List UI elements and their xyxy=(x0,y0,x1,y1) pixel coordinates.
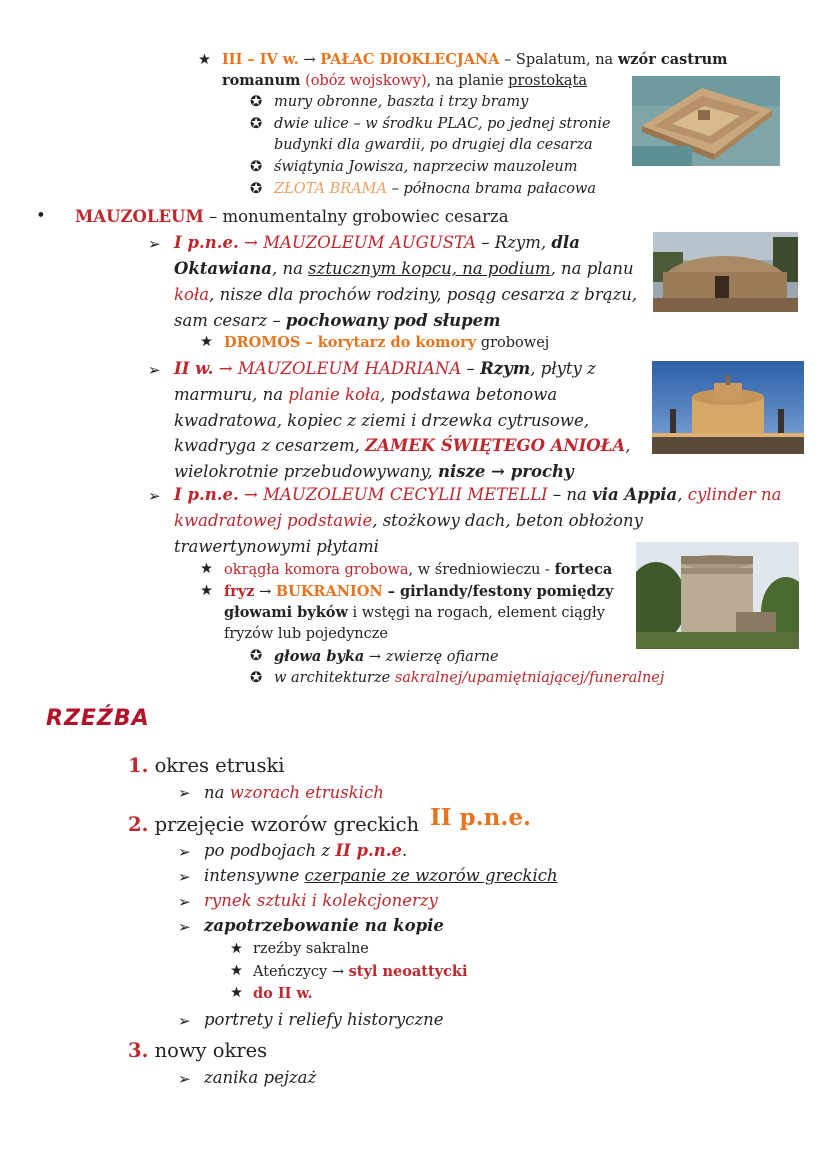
greek-1-dot: . xyxy=(402,841,408,860)
new-period-line: zanika pejzaż xyxy=(204,1068,317,1087)
bull-heads: głowami byków xyxy=(224,604,348,621)
greek-2-underline: czerpanie ze wzorów greckich xyxy=(304,866,558,885)
palace-desc: – Spalatum, na xyxy=(499,52,618,68)
augustus-image xyxy=(653,232,798,312)
arrow-bullet-icon: ➢ xyxy=(148,235,161,253)
palace-sub-3: świątynia Jowisza, naprzeciw mauzoleum xyxy=(274,159,578,175)
metella-line-3: trawertynowymi płytami xyxy=(174,537,379,556)
hadrian-niches: nisze → prochy xyxy=(437,462,574,481)
mausoleum-title: MAUZOLEUM xyxy=(75,207,204,226)
augustus-text-b: , na planu xyxy=(550,259,634,278)
arrow-bullet-icon: ➢ xyxy=(148,487,161,505)
architecture-types: sakralnej/upamiętniającej/funeralnej xyxy=(394,670,665,686)
star-bullet-icon: ★ xyxy=(200,561,213,577)
mausoleum-augustus-photo xyxy=(653,232,798,312)
arrow-bullet-icon: ➢ xyxy=(178,868,191,886)
copies-sub-3: do II w. xyxy=(253,985,313,1002)
palace-plan-text: , na planie xyxy=(426,73,509,89)
metella-line-2 xyxy=(174,511,643,530)
hadrian-text-a: marmuru, na xyxy=(174,385,289,404)
augustus-bold: dla xyxy=(551,233,580,252)
hadrian-text-e: wielokrotnie przebudowywany, xyxy=(174,462,438,481)
hadrian-image xyxy=(652,361,804,454)
star-bullet-icon: ★ xyxy=(200,334,213,350)
dromos-rest: grobowej xyxy=(476,335,550,351)
etruscan-line xyxy=(204,783,384,802)
metella-cylinder: cylinder na xyxy=(687,485,782,504)
palace-plan-underline: prostokąta xyxy=(508,73,587,89)
palace-sub-2: dwie ulice – w środku PLAC, po jednej stronie xyxy=(274,116,611,132)
arrow-bullet-icon: ➢ xyxy=(178,918,191,936)
augustus-name: MAUZOLEUM AUGUSTA xyxy=(263,233,477,252)
arrow-bullet-icon: ➢ xyxy=(178,1012,191,1030)
period-3-number: 3. xyxy=(128,1039,149,1062)
gold-gate-desc: – północna brama pałacowa xyxy=(386,181,596,197)
mausoleum-heading xyxy=(75,207,509,226)
copies-sub-2 xyxy=(253,963,468,980)
metella-sub-2 xyxy=(224,583,613,600)
metella-era: I p.n.e. xyxy=(174,485,239,504)
arrow-bullet-icon: ➢ xyxy=(148,361,161,379)
palace-era: III – IV w. xyxy=(222,51,299,68)
metella-text-b: , xyxy=(677,485,688,504)
hadrian-text-c: kwadryga z cesarzem, xyxy=(174,436,366,455)
castel-santangelo-photo xyxy=(652,361,804,454)
star-outline-icon: ✪ xyxy=(250,116,263,132)
metella-line-1 xyxy=(174,485,781,504)
bull-head-line xyxy=(274,648,499,665)
metella-sub1-mid: , w średniowieczu - xyxy=(408,562,555,578)
palace-line-2 xyxy=(222,72,587,89)
augustus-buried: pochowany pod słupem xyxy=(285,311,501,330)
star-bullet-icon: ★ xyxy=(198,52,211,68)
metella-text-a: – na xyxy=(547,485,593,504)
hadrian-rome: Rzym xyxy=(480,359,531,378)
bullet-icon: • xyxy=(36,206,46,225)
period-3-title: nowy okres xyxy=(154,1039,268,1062)
bucranion-desc: – girlandy/festony pomiędzy xyxy=(382,583,614,600)
palace-sub-2b: budynki dla gwardii, po drugiej dla cesarza xyxy=(274,137,593,153)
augustus-era: I p.n.e. xyxy=(174,233,239,252)
period-1-number: 1. xyxy=(128,754,149,777)
metella-via-appia: via Appia xyxy=(592,485,678,504)
arrow-bullet-icon: ➢ xyxy=(178,843,191,861)
greek-line-2 xyxy=(204,866,558,885)
star-outline-icon: ✪ xyxy=(250,94,263,110)
arrow-icon: → xyxy=(218,359,233,378)
metella-sub-2c: fryzów lub pojedyncze xyxy=(224,626,388,642)
augustus-line-3 xyxy=(174,285,637,304)
hadrian-name: MAUZOLEUM HADRIANA xyxy=(237,359,462,378)
period-1 xyxy=(128,754,285,777)
hadrian-plan: planie koła xyxy=(288,385,381,404)
metella-base: kwadratowej podstawie xyxy=(174,511,373,530)
metella-name: MAUZOLEUM CECYLII METELLI xyxy=(263,485,548,504)
period-2-title: przejęcie wzorów greckich xyxy=(154,813,420,836)
bull-head-term: głowa byka xyxy=(274,648,365,665)
greek-line-3: rynek sztuki i kolekcjonerzy xyxy=(204,891,438,910)
arrow-bullet-icon: ➢ xyxy=(178,893,191,911)
palace-heading-line xyxy=(222,51,728,68)
palace-aerial-photo xyxy=(632,76,780,166)
star-outline-icon: ✪ xyxy=(250,648,263,664)
augustus-rest: – Rzym, xyxy=(476,233,552,252)
augustus-line-4 xyxy=(174,311,501,330)
metella-sub-2b xyxy=(224,604,605,621)
architecture-text: w architekturze xyxy=(274,670,395,686)
palace-image xyxy=(632,76,780,166)
hadrian-text-b: , podstawa betonowa xyxy=(380,385,558,404)
hadrian-castle: ZAMEK ŚWIĘTEGO ANIOŁA xyxy=(365,436,626,455)
palace-name: PAŁAC DIOKLECJANA xyxy=(320,51,500,68)
augustus-circle: koła xyxy=(174,285,210,304)
copies-sub-1: rzeźby sakralne xyxy=(253,941,369,957)
bull-head-desc: → zwierzę ofiarne xyxy=(364,649,499,665)
augustus-text-d: sam cesarz – xyxy=(174,311,286,330)
dromos-term: DROMOS – korytarz do komory xyxy=(224,334,477,351)
arrow-bullet-icon: ➢ xyxy=(178,784,191,802)
greek-2-text: intensywne xyxy=(204,866,305,885)
star-outline-icon: ✪ xyxy=(250,670,263,686)
arrow-bullet-icon: ➢ xyxy=(178,1070,191,1088)
ribbons-text: i wstęgi na rogach, element ciągły xyxy=(347,605,605,621)
metella-sub-1 xyxy=(224,561,612,578)
period-2 xyxy=(128,813,419,836)
period-2-tag: II p.n.e. xyxy=(430,804,531,831)
gold-gate: ZŁOTA BRAMA xyxy=(274,181,387,197)
augustus-underline: sztucznym kopcu, na podium xyxy=(308,259,551,278)
star-bullet-icon: ★ xyxy=(230,985,243,1001)
architecture-line xyxy=(274,670,664,686)
star-bullet-icon: ★ xyxy=(200,583,213,599)
star-outline-icon: ✪ xyxy=(250,159,263,175)
palace-sub-1: mury obronne, baszta i trzy bramy xyxy=(274,94,529,110)
palace-sub-4 xyxy=(274,181,596,197)
hadrian-text-d: , xyxy=(625,436,631,455)
greek-line-4: zapotrzebowanie na kopie xyxy=(204,916,444,935)
frieze-term: fryz xyxy=(224,583,255,600)
mausoleum-desc: – monumentalny grobowiec cesarza xyxy=(203,207,509,226)
greek-line-5: portrety i reliefy historyczne xyxy=(204,1010,444,1029)
metella-chamber: okrągła komora grobowa xyxy=(224,562,409,578)
palace-bold-castrum: wzór castrum xyxy=(617,51,728,68)
arrow-icon: → xyxy=(254,584,276,600)
metella-fortress: forteca xyxy=(554,561,613,578)
augustus-octavian: Oktawiana xyxy=(174,259,272,278)
star-bullet-icon: ★ xyxy=(230,963,243,979)
sculpture-heading: RZEŹBA xyxy=(46,706,150,731)
augustus-line-2 xyxy=(174,259,634,278)
augustus-line-1 xyxy=(174,233,580,252)
caecilia-metella-photo xyxy=(636,542,799,649)
greek-1-red: II p.n.e xyxy=(335,841,403,860)
hadrian-line-5 xyxy=(174,462,574,481)
arrow-icon: → xyxy=(243,233,258,252)
period-3 xyxy=(128,1039,267,1062)
dromos-line xyxy=(224,334,549,351)
metella-image xyxy=(636,542,799,649)
greek-line-1 xyxy=(204,841,407,860)
hadrian-era: II w. xyxy=(174,359,214,378)
hadrian-rest: – xyxy=(461,359,481,378)
augustus-text-c: , nisze dla prochów rodziny, posąg cesarza z brązu, xyxy=(209,285,638,304)
etruscan-red: wzorach etruskich xyxy=(229,783,384,802)
metella-text-c: , stożkowy dach, beton obłożony xyxy=(372,511,643,530)
etruscan-text: na xyxy=(204,783,230,802)
star-bullet-icon: ★ xyxy=(230,941,243,957)
copies-sub-2-text: Ateńczycy → xyxy=(253,964,349,980)
palace-bold-romanum: romanum xyxy=(222,72,301,89)
hadrian-end: , płyty z xyxy=(530,359,596,378)
bucranion-term: BUKRANION xyxy=(275,583,383,600)
star-outline-icon: ✪ xyxy=(250,181,263,197)
period-2-number: 2. xyxy=(128,813,149,836)
hadrian-line-4 xyxy=(174,436,630,455)
augustus-text: , na xyxy=(271,259,309,278)
greek-1-text: po podbojach z xyxy=(204,841,336,860)
hadrian-line-2 xyxy=(174,385,557,404)
arrow-icon: → xyxy=(243,485,258,504)
hadrian-line-1 xyxy=(174,359,596,378)
arrow-icon: → xyxy=(303,52,316,68)
period-1-title: okres etruski xyxy=(154,754,285,777)
neoattic-style: styl neoattycki xyxy=(348,963,468,980)
hadrian-line-3: kwadratowa, kopiec z ziemi i drzewka cytrusowe, xyxy=(174,411,589,430)
palace-paren: (obóz wojskowy) xyxy=(305,73,427,89)
